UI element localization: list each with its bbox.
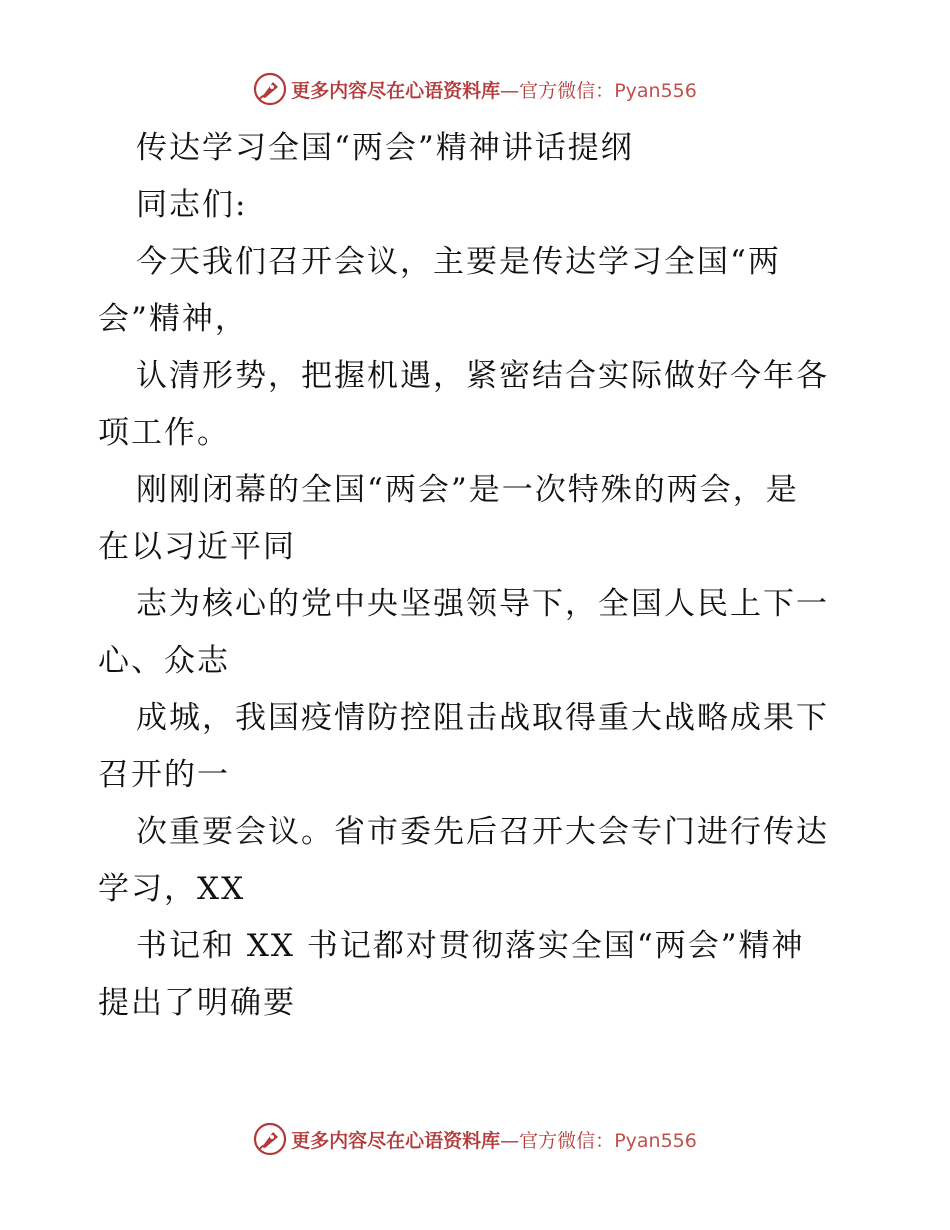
pen-nib-logo-icon xyxy=(253,72,287,106)
footer-banner xyxy=(0,1122,950,1156)
banner-handle: Pyan556 xyxy=(614,1129,697,1152)
text-line: 书记和 XX 书记都对贯彻落实全国“两会”精神 xyxy=(136,928,805,964)
text-line: 今天我们召开会议，主要是传达学习全国“两 xyxy=(136,244,781,280)
text-line: 学习，XX xyxy=(98,871,246,907)
banner-brand: 更多内容尽在心语资料库 xyxy=(291,1129,501,1152)
banner-brand: 更多内容尽在心语资料库 xyxy=(291,79,501,102)
document-body xyxy=(98,120,858,1032)
text-line: 项工作。 xyxy=(98,415,230,451)
text-line: 提出了明确要 xyxy=(98,985,296,1021)
text-line: 认清形势，把握机遇，紧密结合实际做好今年各 xyxy=(136,358,829,394)
text-line: 心、众志 xyxy=(98,643,230,679)
header-banner xyxy=(0,72,950,106)
footer-banner-inner xyxy=(253,1122,697,1156)
banner-contact-label: 官方微信： xyxy=(519,1129,615,1152)
banner-contact-label: 官方微信： xyxy=(519,79,615,102)
text-line: 刚刚闭幕的全国“两会”是一次特殊的两会，是 xyxy=(136,472,799,508)
salutation: 同志们: xyxy=(136,187,248,223)
text-line: 召开的一 xyxy=(98,757,230,793)
document-title: 传达学习全国“两会”精神讲话提纲 xyxy=(136,130,634,166)
text-line: 成城，我国疫情防控阻击战取得重大战略成果下 xyxy=(136,700,829,736)
banner-handle: Pyan556 xyxy=(614,79,697,102)
header-banner-text xyxy=(291,76,697,103)
text-line: 次重要会议。省市委先后召开大会专门进行传达 xyxy=(136,814,829,850)
text-line: 会”精神， xyxy=(98,301,248,337)
banner-separator: — xyxy=(500,79,520,102)
banner-separator: — xyxy=(500,1129,520,1152)
footer-banner-text xyxy=(291,1126,697,1153)
text-line: 志为核心的党中央坚强领导下，全国人民上下一 xyxy=(136,586,829,622)
pen-nib-logo-icon xyxy=(253,1122,287,1156)
text-line: 在以习近平同 xyxy=(98,529,296,565)
header-banner-inner xyxy=(253,72,697,106)
